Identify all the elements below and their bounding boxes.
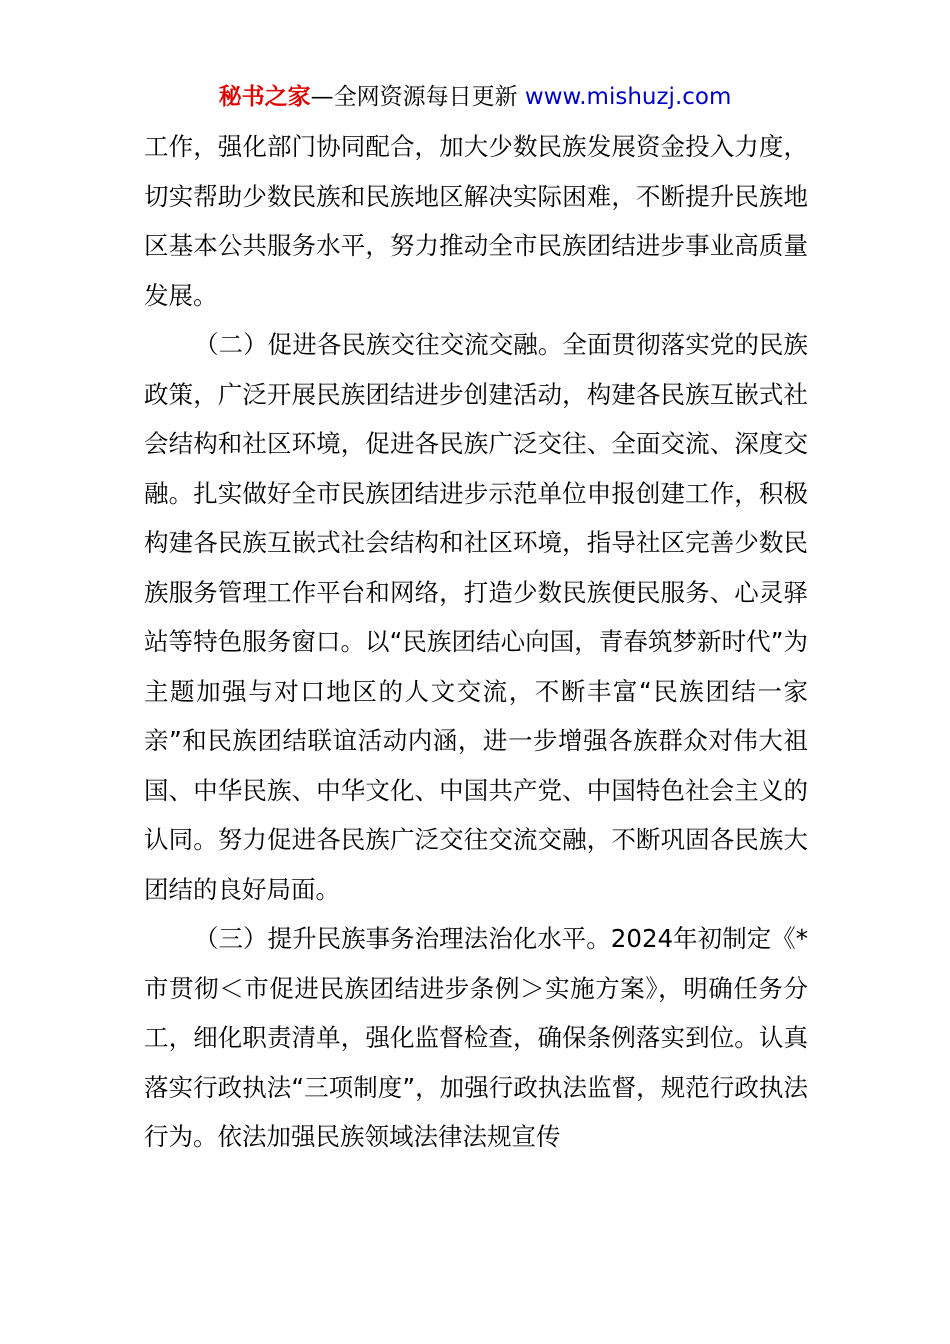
paragraph-section-3: （三）提升民族事务治理法治化水平。2024年初制定《*市贯彻＜市促进民族团结进步条例＞实施方案》，明确任务分工，细化职责清单，强化监督检查，确保条例落实到位。认真落实行政执法“三项制度”，加强行政执法监督，规范行政执法行为。依法加强民族领域法律法规宣传	[144, 924, 808, 1151]
paragraph-continued: 工作，强化部门协同配合，加大少数民族发展资金投入力度，切实帮助少数民族和民族地区解决实际困难，不断提升民族地区基本公共服务水平，努力推动全市民族团结进步事业高质量发展。	[144, 132, 808, 310]
paragraph-section-2: （二）促进各民族交往交流交融。全面贯彻落实党的民族政策，广泛开展民族团结进步创建活动，构建各民族互嵌式社会结构和社区环境，促进各民族广泛交往、全面交流、深度交融。扎实做好全市民族团结进步示范单位申报创建工作，积极构建各民族互嵌式社会结构和社区环境，指导社区完善少数民族服务管理工作平台和网络，打造少数民族便民服务、心灵驿站等特色服务窗口。以“民族团结心向国，青春筑梦新时代”为主题加强与对口地区的人文交流，不断丰富“民族团结一家亲”和民族团结联谊活动内涵，进一步增强各族群众对伟大祖国、中华民族、中华文化、中国共产党、中国特色社会主义的认同。努力促进各民族广泛交往交流交融，不断巩固各民族大团结的良好局面。	[144, 330, 808, 904]
site-url[interactable]: www.mishuzj.com	[524, 84, 732, 110]
page-header	[0, 82, 950, 112]
brand-name: 秘书之家	[218, 84, 311, 110]
document-body	[144, 122, 808, 1162]
header-tagline: —全网资源每日更新	[310, 84, 525, 110]
